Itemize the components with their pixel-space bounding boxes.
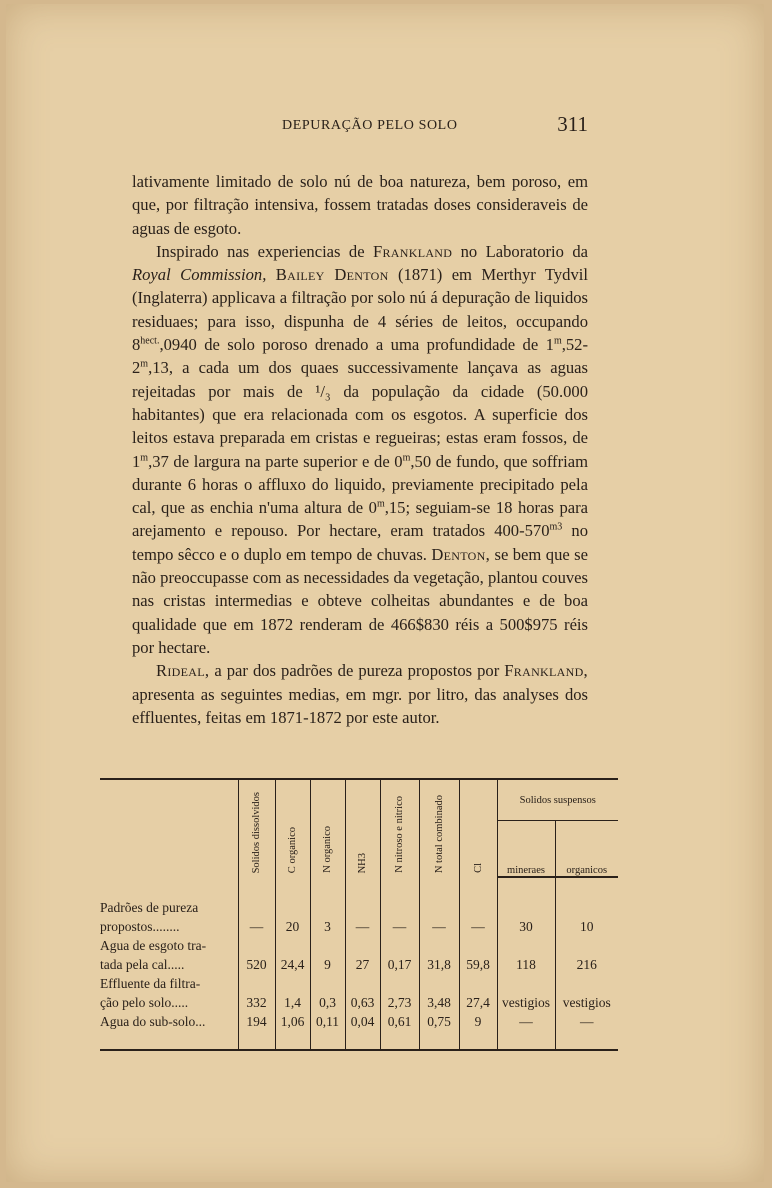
table-cell: 10	[555, 916, 618, 935]
table-cell: 20	[275, 916, 310, 935]
table-cell: 30	[497, 916, 555, 935]
running-head: DEPURAÇÃO PELO SOLO	[282, 118, 458, 133]
table-cell: 27,4	[459, 992, 497, 1011]
table-cell: 3	[310, 916, 345, 935]
col-header: C organico	[275, 779, 310, 877]
row-label: Agua de esgoto tra-	[100, 938, 207, 953]
table-cell: 2,73	[380, 992, 419, 1011]
row-label: Effluente da filtra-	[100, 976, 201, 991]
col-header: Solidos dissolvidos	[238, 779, 275, 877]
table-cell: 332	[238, 992, 275, 1011]
table-cell: 0,75	[419, 1011, 459, 1030]
table-cell: 520	[238, 954, 275, 973]
author-name: Denton,	[431, 544, 491, 564]
table-row-label	[100, 973, 618, 992]
table-cell: —	[555, 1011, 618, 1030]
subcol-header: organicos	[555, 821, 618, 878]
col-header: N total combinado	[419, 779, 459, 877]
author-name: Bailey Denton	[275, 265, 389, 285]
table-cell: 0,17	[380, 954, 419, 973]
table-cell: —	[419, 916, 459, 935]
table-row-label	[100, 897, 618, 916]
table-corner	[100, 779, 238, 877]
subcol-header: mineraes	[497, 821, 555, 878]
table-cell: 9	[459, 1011, 497, 1030]
author-name: Frankland,	[504, 661, 588, 681]
table-cell: 31,8	[419, 954, 459, 973]
body-text	[132, 170, 588, 729]
row-label: Padrões de pureza	[100, 900, 199, 915]
table-cell: 59,8	[459, 954, 497, 973]
table-row-label	[100, 935, 618, 954]
table-cell: —	[238, 916, 275, 935]
page-header	[130, 112, 590, 140]
table-row	[100, 1011, 618, 1030]
table-cell: —	[380, 916, 419, 935]
table-cell: 0,3	[310, 992, 345, 1011]
table-cell: vestigios	[555, 992, 618, 1011]
col-header: N organico	[310, 779, 345, 877]
table-row	[100, 916, 618, 935]
table-cell: 0,11	[310, 1011, 345, 1030]
paragraph-1: lativamente limitado de solo nú de boa natureza, bem poroso, em que, por filtração intensiva, fossem tratadas doses consideraveis de aguas de esgoto.	[132, 172, 588, 238]
table-cell: 27	[345, 954, 380, 973]
col-header: NH3	[345, 779, 380, 877]
table-cell: —	[497, 1011, 555, 1030]
author-name: Rideal,	[156, 661, 210, 681]
table-cell: 9	[310, 954, 345, 973]
table-cell: —	[345, 916, 380, 935]
paragraph-2: Inspirado nas experiencias de Frankland no Laboratorio da Royal Commission, Bailey Denton (1871) em Merthyr Tydvil (Inglaterra) applicava a filtração por solo nú á depuração de liquidos residuaes; para isso, dispunha de 4 séries de leitos, occupando $8^{hect.},0940$ de solo poroso drenado a uma profundidade de 1$^m$,52-2$^m$,13, a cada um dos quaes successivamente lançava as aguas rejeitadas por mais de ¹/₃ da população da cidade (50.000 habitantes) que era relacionada com os esgotos. A superficie dos leitos estava preparada em cristas e regueiras; estas eram fossos, de 1$^m$,37 de largura na parte superior e de 0$^m$,50 de fundo, que soffriam durante 6 horas o affluxo do liquido, previamente precipitado pela cal, que as enchia n'uma altura de 0$^m$,15; seguiam-se 18 horas para arejamento e repouso. Por hectare, eram tratados $400-570^{m3}$ no tempo sêcco e o duplo em tempo de chuvas. Denton, se bem que se não preoccupasse com as necessidades da vegetação, plantou couves nas cristas intermedias e obteve colheitas abundantes e de boa qualidade que em 1872 renderam de 466$830 réis a 500$975 réis por hectare.	[132, 241, 589, 657]
row-label: tada pela cal.....	[100, 957, 185, 972]
table-cell: vestigios	[497, 992, 555, 1011]
row-label: Agua do sub-solo...	[100, 1014, 206, 1029]
table-cell: 194	[238, 1011, 275, 1030]
paragraph-3: Rideal, a par dos padrões de pureza propostos por Frankland, apresenta as seguintes medias, em mgr. por litro, das analyses dos effluentes, feitas em 1871-1872 por este autor.	[132, 661, 588, 727]
page-number: 311	[557, 112, 588, 136]
table-row	[100, 954, 618, 973]
table-cell: 216	[555, 954, 618, 973]
table-cell: 1,4	[275, 992, 310, 1011]
table-cell: 0,04	[345, 1011, 380, 1030]
table-cell: 118	[497, 954, 555, 973]
col-header: Cl	[459, 779, 497, 877]
table-cell: 3,48	[419, 992, 459, 1011]
table-cell: 24,4	[275, 954, 310, 973]
table-cell: 0,61	[380, 1011, 419, 1030]
effluent-table	[100, 778, 618, 1051]
author-name: Frankland	[372, 241, 453, 261]
table-cell: 1,06	[275, 1011, 310, 1030]
table-cell: 0,63	[345, 992, 380, 1011]
table-cell: —	[459, 916, 497, 935]
row-label: ção pelo solo.....	[100, 995, 189, 1010]
table-row	[100, 992, 618, 1011]
col-header: N nitroso e nitrico	[380, 779, 419, 877]
row-label: propostos........	[100, 919, 180, 934]
italic-term: Royal Commission,	[132, 265, 267, 285]
group-header: Solidos suspensos	[497, 779, 618, 821]
